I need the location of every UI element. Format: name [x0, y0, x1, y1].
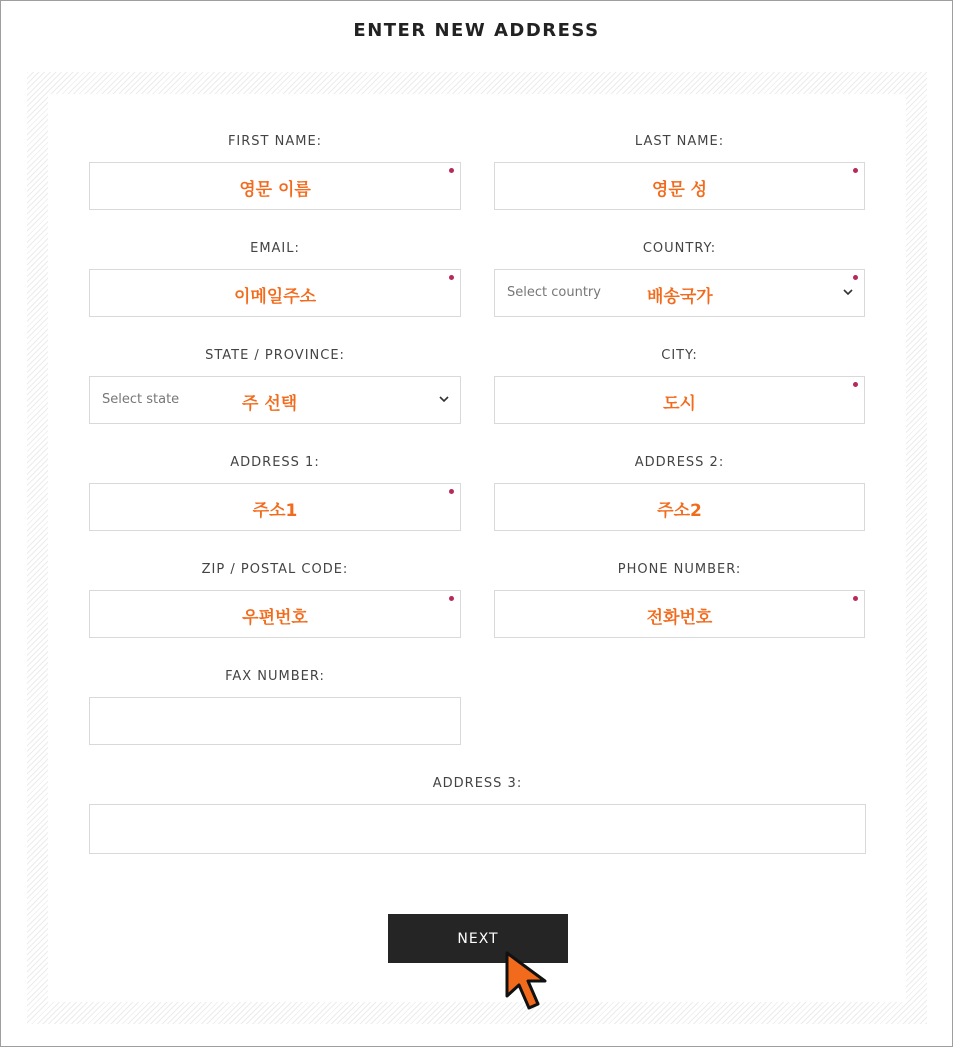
address-form: [48, 94, 906, 1002]
state-label: STATE / PROVINCE:: [205, 348, 345, 363]
state-hint: 주 선택: [242, 394, 298, 414]
email-label: EMAIL:: [250, 241, 300, 256]
fax-label: FAX NUMBER:: [225, 669, 325, 684]
email-hint: 이메일주소: [233, 287, 317, 307]
fax-input[interactable]: [89, 697, 461, 745]
zip-hint: 우편번호: [242, 608, 308, 628]
required-dot-icon: [449, 168, 454, 173]
phone-input[interactable]: [494, 590, 865, 638]
phone-hint: 전화번호: [646, 608, 713, 628]
zip-label: ZIP / POSTAL CODE:: [201, 562, 349, 577]
first-name-hint: 영문 이름: [239, 180, 311, 200]
country-select[interactable]: [494, 269, 865, 317]
address1-hint: 주소1: [252, 501, 298, 521]
city-label: CITY:: [661, 348, 698, 363]
city-hint: 도시: [663, 394, 696, 414]
next-button[interactable]: NEXT: [388, 914, 568, 963]
required-dot-icon: [449, 489, 454, 494]
address3-label: ADDRESS 3:: [432, 776, 523, 791]
address2-label: ADDRESS 2:: [634, 455, 725, 470]
last-name-label: LAST NAME:: [634, 134, 725, 149]
required-dot-icon: [449, 275, 454, 280]
mouse-pointer-icon: [504, 950, 560, 1012]
chevron-down-icon: [438, 395, 450, 403]
required-dot-icon: [853, 596, 858, 601]
last-name-hint: 영문 성: [651, 180, 708, 200]
country-hint: 배송국가: [647, 287, 713, 307]
country-label: COUNTRY:: [642, 241, 717, 256]
zip-input[interactable]: [89, 590, 461, 638]
required-dot-icon: [853, 382, 858, 387]
address2-hint: 주소2: [657, 501, 702, 521]
required-dot-icon: [853, 168, 858, 173]
required-dot-icon: [449, 596, 454, 601]
address1-label: ADDRESS 1:: [230, 455, 320, 470]
address1-input[interactable]: [89, 483, 461, 531]
address2-input[interactable]: [494, 483, 865, 531]
last-name-input[interactable]: [494, 162, 865, 210]
email-input[interactable]: [89, 269, 461, 317]
address3-input[interactable]: [89, 804, 866, 854]
chevron-down-icon: [842, 288, 854, 296]
city-input[interactable]: [494, 376, 865, 424]
phone-label: PHONE NUMBER:: [617, 562, 742, 577]
first-name-input[interactable]: [89, 162, 461, 210]
state-placeholder: Select state: [102, 392, 180, 407]
required-dot-icon: [853, 275, 858, 280]
page-title: ENTER NEW ADDRESS: [353, 20, 600, 41]
state-select[interactable]: [89, 376, 461, 424]
country-placeholder: Select country: [507, 285, 601, 300]
first-name-label: FIRST NAME:: [227, 134, 323, 149]
